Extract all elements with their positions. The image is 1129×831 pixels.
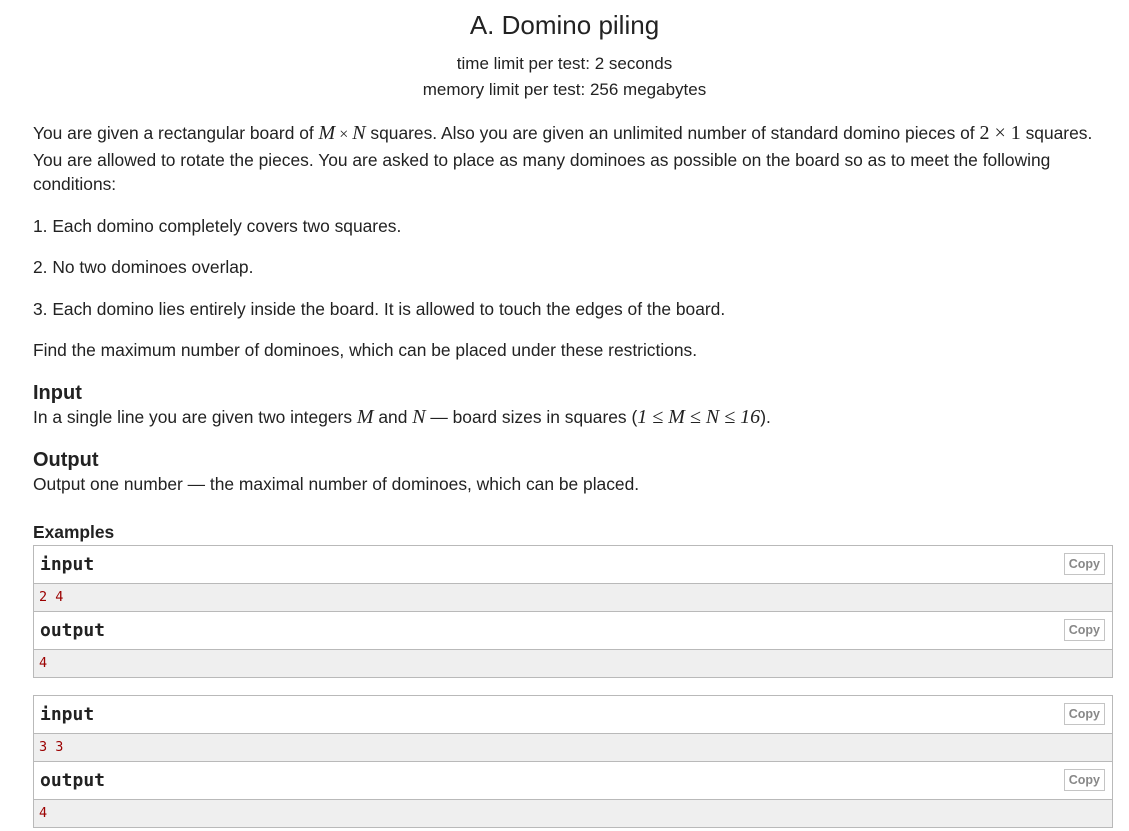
copy-input-button[interactable]: Copy — [1064, 553, 1105, 575]
condition-3: 3. Each domino lies entirely inside the board. It is allowed to touch the edges of the board. — [33, 298, 726, 319]
example-1-output-header — [34, 612, 1112, 650]
copy-output-button[interactable]: Copy — [1064, 769, 1105, 791]
input-constraint: 1 ≤ M ≤ N ≤ 16 — [637, 405, 761, 428]
input-description — [33, 405, 1118, 430]
example-2-input-header — [34, 696, 1112, 734]
intro-text-1: You are given a rectangular board of — [33, 123, 319, 143]
statement-intro — [33, 121, 1118, 197]
time-limit: time limit per test: 2 seconds — [456, 54, 673, 73]
output-description: Output one number — the maximal number of dominoes, which can be placed. — [33, 474, 640, 494]
input-title: Input — [33, 381, 82, 404]
example-1-input-value: 2 4 — [34, 584, 1112, 612]
example-2-input-value: 3 3 — [34, 734, 1112, 762]
example-1-input-header — [34, 546, 1112, 584]
input-math-n — [412, 406, 425, 428]
intro-text-3: squares. You are allowed to rotate the pieces. You are asked to place as many dominoes as possible on the board so as to meet the following conditions: — [33, 123, 1093, 194]
memory-limit: memory limit per test: 256 megabytes — [422, 80, 707, 99]
input-text-1: In a single line you are given two integers — [33, 406, 357, 427]
copy-input-button[interactable]: Copy — [1064, 703, 1105, 725]
math-domino-size: 2 × 1 — [979, 122, 1021, 144]
example-input-label: input — [40, 704, 95, 725]
example-output-label: output — [40, 770, 106, 791]
example-2 — [33, 695, 1113, 828]
condition-2: 2. No two dominoes overlap. — [33, 257, 254, 277]
input-math-n-var: N — [412, 405, 426, 428]
example-1 — [33, 545, 1113, 678]
input-math-m — [357, 406, 374, 428]
output-section — [33, 448, 1118, 497]
example-2-output-value: 4 — [34, 800, 1112, 827]
math-n: N — [352, 122, 366, 144]
input-text-and: and — [373, 406, 413, 427]
copy-output-button[interactable]: Copy — [1064, 619, 1105, 641]
math-m: M — [318, 122, 336, 144]
example-output-label: output — [40, 620, 106, 641]
examples-title: Examples — [33, 522, 115, 542]
output-title: Output — [33, 449, 99, 471]
example-1-output-value: 4 — [34, 650, 1112, 677]
intro-text-2: squares. Also you are given an unlimited number of standard domino pieces of — [365, 123, 980, 143]
problem-statement — [33, 121, 1118, 497]
input-text-2: — board sizes in squares ( — [425, 406, 638, 427]
input-text-3: ). — [760, 406, 771, 427]
task-text: Find the maximum number of dominoes, which can be placed under these restrictions. — [33, 340, 698, 360]
math-times: × — [335, 126, 353, 143]
problem-header — [0, 0, 1129, 103]
condition-1: 1. Each domino completely covers two squares. — [33, 215, 402, 236]
example-input-label: input — [40, 554, 95, 575]
problem-title: A. Domino piling — [469, 10, 660, 40]
input-math-m-var: M — [356, 405, 374, 428]
example-2-output-header — [34, 762, 1112, 800]
input-section — [33, 381, 1118, 430]
math-board-size — [319, 122, 366, 144]
